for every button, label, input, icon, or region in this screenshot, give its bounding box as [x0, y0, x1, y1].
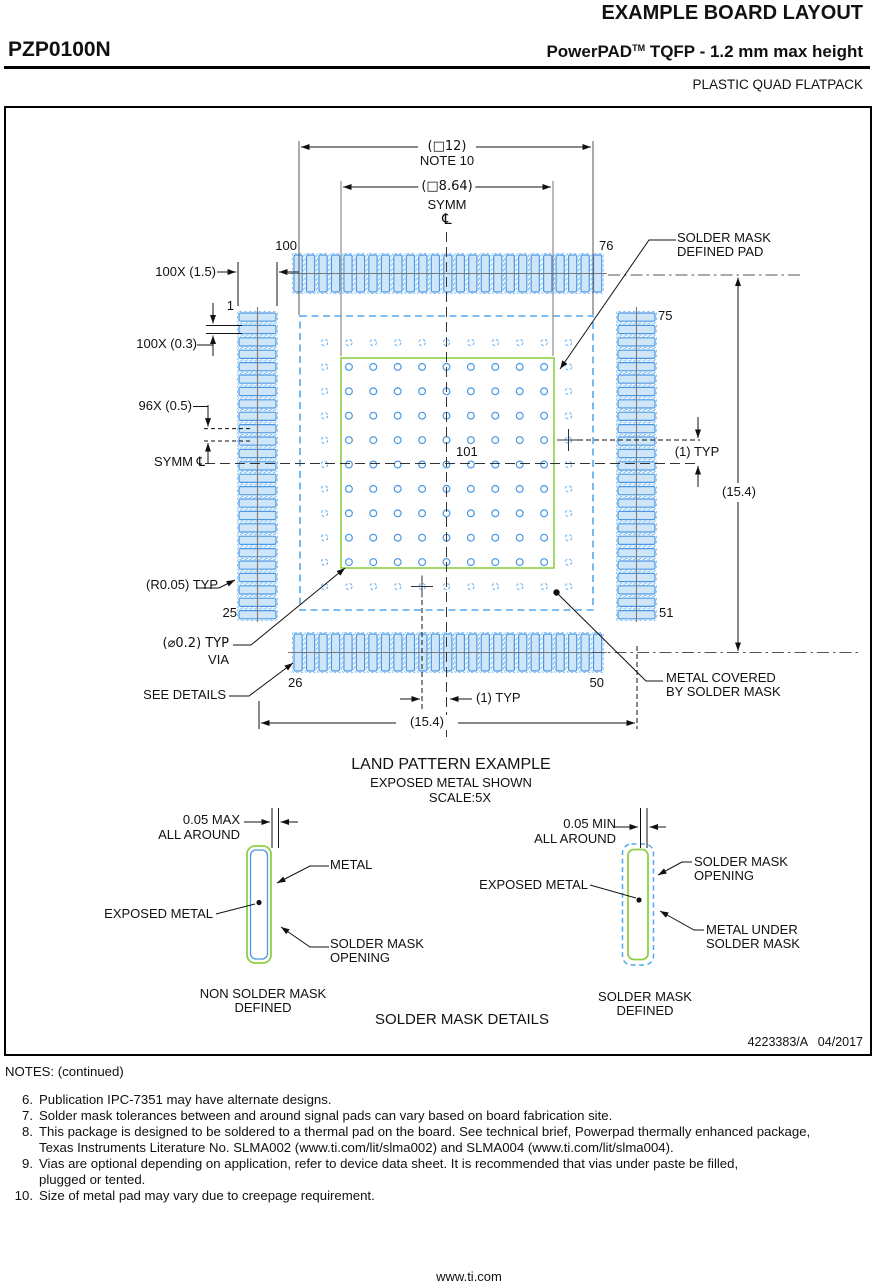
via: [346, 486, 353, 493]
via-masked: [517, 583, 523, 589]
via: [468, 364, 475, 371]
via: [492, 437, 499, 444]
symm-top-label: SYMM: [427, 197, 467, 212]
via-masked: [321, 510, 327, 516]
via: [419, 559, 426, 566]
smo-right-label-2: OPENING: [694, 868, 754, 883]
via: [370, 559, 377, 566]
note-line: 9. Vias are optional depending on application, refer to device data sheet. It is recommended that vias under paste be filled,: [22, 1156, 739, 1171]
leader-see-details: [229, 663, 293, 696]
note-line: plugged or tented.: [39, 1172, 146, 1187]
r005-label: (R0.05) TYP: [145, 577, 218, 592]
via-masked: [321, 413, 327, 419]
dim-outer-note: NOTE 10: [419, 153, 475, 168]
exposed-metal-left-label: EXPOSED METAL: [104, 906, 213, 921]
via-masked: [370, 339, 376, 345]
nsmd-caption-2: DEFINED: [234, 1000, 292, 1015]
pin-50-label: 50: [589, 675, 604, 690]
centerline-icon: ℄: [196, 455, 205, 470]
via: [468, 412, 475, 419]
via-masked: [517, 339, 523, 345]
dim-pad-width-label: 100X (0.3): [136, 336, 197, 351]
metal-under-label-2: SOLDER MASK: [706, 936, 800, 951]
via: [419, 437, 426, 444]
smdp-label-2: DEFINED PAD: [677, 244, 764, 259]
via: [346, 412, 353, 419]
via: [492, 388, 499, 395]
via: [492, 461, 499, 468]
via-masked: [321, 388, 327, 394]
via: [468, 486, 475, 493]
via: [394, 412, 401, 419]
via-masked: [565, 583, 571, 589]
via: [394, 388, 401, 395]
via: [468, 510, 475, 517]
via: [394, 559, 401, 566]
note-line: 8. This package is designed to be soldered to a thermal pad on the board. See technical brief, Powerpad thermally enhanced package,: [22, 1124, 811, 1139]
via: [419, 364, 426, 371]
via-masked: [321, 461, 327, 467]
via: [541, 364, 548, 371]
pin-101-label: 101: [456, 444, 478, 459]
via-masked: [346, 339, 352, 345]
via-masked: [346, 583, 352, 589]
via-masked: [468, 583, 474, 589]
via: [394, 461, 401, 468]
land-pattern-title: LAND PATTERN EXAMPLE: [351, 756, 551, 773]
via: [541, 461, 548, 468]
via-masked: [565, 339, 571, 345]
via: [516, 534, 523, 541]
solder-mask-details-title: SOLDER MASK DETAILS: [375, 1011, 549, 1028]
footer-site: www.ti.com: [436, 1269, 502, 1284]
via-masked: [541, 339, 547, 345]
drawing-number: 4223383/A 04/2017: [747, 1035, 863, 1049]
package-height: TQFP - 1.2 mm max height: [645, 42, 863, 61]
via-masked: [565, 364, 571, 370]
via: [394, 534, 401, 541]
via: [419, 461, 426, 468]
via-masked: [565, 461, 571, 467]
smo-left-label-1: SOLDER MASK: [330, 936, 424, 951]
smd-caption-1: SOLDER MASK: [598, 989, 692, 1004]
see-details-label: SEE DETAILS: [143, 687, 226, 702]
via-masked: [541, 583, 547, 589]
via: [516, 437, 523, 444]
via: [419, 486, 426, 493]
via: [370, 364, 377, 371]
via: [468, 461, 475, 468]
via-masked: [321, 437, 327, 443]
smd-caption-2: DEFINED: [616, 1003, 674, 1018]
note-line: Texas Instruments Literature No. SLMA002 (www.ti.com/lit/slma002) and SLMA004 (www.ti.com/lit/slma004).: [39, 1140, 674, 1155]
via: [394, 486, 401, 493]
via: [346, 534, 353, 541]
via: [516, 364, 523, 371]
pin-1-label: 1: [226, 298, 234, 313]
via-masked: [321, 339, 327, 345]
via-dim-label: (⌀0.2) TYP: [162, 636, 229, 651]
smd-dim-label-1: 0.05 MIN: [563, 816, 616, 831]
via: [468, 559, 475, 566]
via: [468, 534, 475, 541]
via: [516, 461, 523, 468]
notes-section: [5, 1064, 873, 1204]
via: [370, 461, 377, 468]
centerline-icon: ℄: [442, 210, 452, 228]
leader-dot: [554, 590, 559, 595]
via: [394, 364, 401, 371]
via: [516, 388, 523, 395]
via: [492, 559, 499, 566]
via: [541, 510, 548, 517]
land-pattern-scale: SCALE:5X: [428, 790, 492, 805]
via: [468, 388, 475, 395]
via: [370, 510, 377, 517]
via: [370, 534, 377, 541]
pin-75-label: 75: [658, 308, 673, 323]
exposed-metal-dot: [256, 900, 261, 905]
via: [516, 412, 523, 419]
via: [346, 364, 353, 371]
dim-154-right-label: (15.4): [719, 485, 759, 500]
via-word-label: VIA: [208, 652, 229, 667]
via: [516, 486, 523, 493]
package-brand: PowerPAD: [546, 42, 633, 61]
exposed-metal-dot: [636, 897, 641, 902]
part-number: PZP0100N: [8, 38, 111, 61]
via: [492, 534, 499, 541]
via-masked: [492, 339, 498, 345]
symm-text: SYMM: [154, 454, 194, 469]
dim-1typ-right-label: (1) TYP: [672, 445, 723, 460]
leader-solder-mask-defined-pad: [560, 240, 676, 369]
via-masked: [565, 535, 571, 541]
nsmd-dim-label-1: 0.05 MAX: [182, 812, 240, 827]
via: [346, 461, 353, 468]
pin-25-label: 25: [222, 605, 237, 620]
via: [419, 510, 426, 517]
via: [492, 412, 499, 419]
via: [419, 388, 426, 395]
package-type: PLASTIC QUAD FLATPACK: [692, 77, 863, 92]
via: [541, 412, 548, 419]
dim-154-bottom-label: (15.4): [407, 715, 447, 730]
via: [516, 510, 523, 517]
smdp-label-1: SOLDER MASK: [677, 230, 771, 245]
nsmd-dim-label-2: ALL AROUND: [158, 827, 240, 842]
via-masked: [321, 535, 327, 541]
via: [370, 388, 377, 395]
via: [468, 437, 475, 444]
metal-under-label-1: METAL UNDER: [706, 922, 798, 937]
via: [541, 559, 548, 566]
pin-100-label: 100: [275, 238, 297, 253]
metal-covered-label-2: BY SOLDER MASK: [666, 684, 781, 699]
via-masked: [395, 583, 401, 589]
via: [492, 510, 499, 517]
via: [346, 510, 353, 517]
note-line: 7. Solder mask tolerances between and around signal pads can vary based on board fabrication site.: [22, 1108, 613, 1123]
metal-covered-label-1: METAL COVERED: [666, 670, 776, 685]
via-masked: [321, 364, 327, 370]
metal-label: METAL: [330, 857, 373, 872]
smd-dim-label-2: ALL AROUND: [534, 831, 616, 846]
via-masked: [370, 583, 376, 589]
via: [370, 412, 377, 419]
dim-outer-label: (□12): [425, 140, 470, 155]
via-masked: [565, 388, 571, 394]
via-masked: [321, 486, 327, 492]
via-masked: [395, 339, 401, 345]
exposed-metal-right-label: EXPOSED METAL: [479, 877, 588, 892]
via-masked: [468, 339, 474, 345]
via: [541, 437, 548, 444]
pin-76-label: 76: [599, 238, 614, 253]
trademark-symbol: TM: [632, 43, 646, 53]
via-masked: [419, 339, 425, 345]
via-masked: [565, 559, 571, 565]
dim-pad-length-label: 100X (1.5): [155, 264, 216, 279]
symm-left-label: [154, 455, 205, 471]
dim-pad-pitch-label: 96X (0.5): [138, 398, 192, 413]
notes-heading: NOTES: (continued): [5, 1064, 124, 1079]
via: [492, 486, 499, 493]
dim-1typ-bottom-label: (1) TYP: [476, 690, 521, 705]
doc-title: EXAMPLE BOARD LAYOUT: [601, 2, 863, 24]
via: [370, 486, 377, 493]
via-masked: [321, 559, 327, 565]
via: [346, 559, 353, 566]
via: [419, 412, 426, 419]
via-masked: [565, 486, 571, 492]
via-masked: [565, 413, 571, 419]
pin-26-label: 26: [288, 675, 303, 690]
land-pattern-subtitle: EXPOSED METAL SHOWN: [370, 775, 532, 790]
via-masked: [492, 583, 498, 589]
smo-right-label-1: SOLDER MASK: [694, 854, 788, 869]
via: [541, 388, 548, 395]
via: [419, 534, 426, 541]
notes-list: [5, 1092, 873, 1204]
via: [394, 510, 401, 517]
dim-inner-label: (□8.64): [418, 180, 475, 195]
via-masked: [565, 510, 571, 516]
via: [346, 388, 353, 395]
via: [346, 437, 353, 444]
pin-51-label: 51: [659, 605, 674, 620]
smo-left-label-2: OPENING: [330, 950, 390, 965]
note-line: 10. Size of metal pad may vary due to creepage requirement.: [14, 1188, 375, 1203]
via: [541, 534, 548, 541]
via: [541, 486, 548, 493]
via: [370, 437, 377, 444]
via: [492, 364, 499, 371]
via: [394, 437, 401, 444]
via: [516, 559, 523, 566]
nsmd-caption-1: NON SOLDER MASK: [199, 986, 327, 1001]
note-line: 6. Publication IPC-7351 may have alternate designs.: [22, 1092, 332, 1107]
